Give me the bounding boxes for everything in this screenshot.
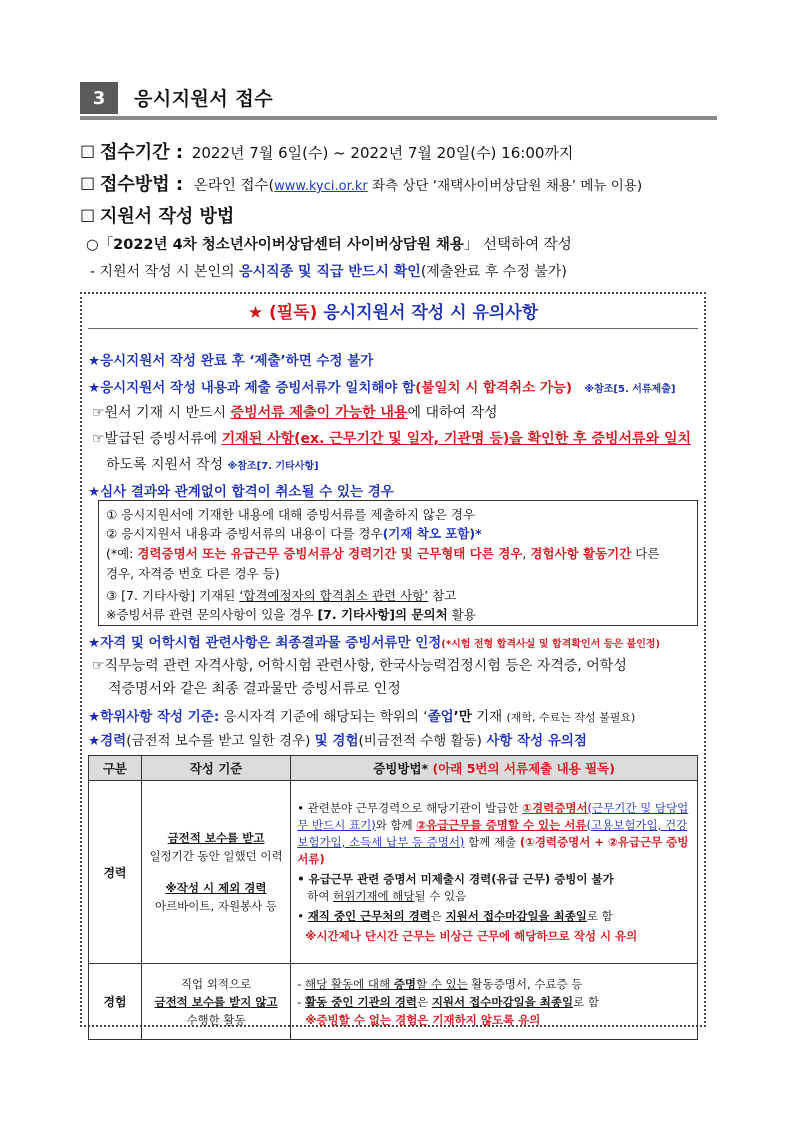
table-header-proof-label: 증빙방법* [373,761,433,776]
case-inquiry-pre: ※증빙서류 관련 문의사항이 있을 경우 [106,607,318,622]
case-3 [106,586,456,604]
notice-line-11-m2: (비금전적 수행 활동) [358,733,487,749]
method-row [80,170,642,196]
row-experience-proof [291,964,698,1040]
kyci-link[interactable]: www.kyci.or.kr [274,179,368,194]
exp-crit-3: 수행한 활동 [186,1012,246,1027]
career-proof-3-m: 은 [430,908,446,923]
case-1: ① 응시지원서에 기재한 내용에 대해 증빙서류를 제출하지 않은 경우 [106,507,476,522]
period-row [80,138,573,164]
notice-line-7-note: (*시험 전형 합격사실 및 합격확인서 등은 불인정) [441,639,661,650]
case-3-post: 참고 [428,588,457,603]
select-post: 」 선택하여 작성 [463,237,572,253]
case-3-u: ‘합격예정자의 합격취소 관련 사항’ [239,588,429,603]
exp-proof-1-pre: - [297,976,306,991]
notice-line-10-post: 기재 [471,709,507,725]
row-experience-criteria [141,964,290,1040]
case-example-red2: 경험사항 활동기간 [530,546,632,561]
notice-line-11-b3: 사항 작성 유의점 [486,733,587,749]
exp-proof-3: ※증빙할 수 없는 경험은 기재하지 않도록 유의 [305,1012,541,1027]
notice-line-11-b2: 및 경험 [314,733,359,749]
select-line [86,233,572,254]
career-proof-2b-post: 될 수 있음 [414,888,467,903]
notice-line-5-pre: 하도록 지원서 작성 [106,457,228,473]
career-proof-1-pre: • 관련분야 근무경력으로 해당기관이 발급한 [297,800,523,815]
case-inquiry [106,605,476,623]
check-bold: 응시직종 및 직급 반드시 확인 [239,264,421,280]
notice-line-2-warn: (불일치 시 합격취소 가능) [415,380,573,396]
case-inquiry-bold: [7. 기타사항]의 문의처 [317,607,448,622]
case-example-post: 다른 [631,546,660,561]
notice-line-5-ref: ※참조[7. 기타사항] [227,461,319,472]
case-2 [106,524,482,542]
exp-crit-2: 금전적 보수를 받지 않고 [154,994,278,1009]
career-proof-2b-u: 허위기재에 해당 [333,888,415,903]
case-example-red1: 경력증명서 또는 유급근무 증빙서류상 경력기간 및 근무형태 다른 경우 [137,546,523,561]
notice-line-11 [88,729,587,749]
case-3-pre: ③ [7. 기타사항] 기재된 [106,588,240,603]
checkbox-square-icon: ☐ [80,175,96,195]
career-proof-1 [297,800,691,868]
notice-line-1: ★응시지원서 작성 완료 후 ‘제출’하면 수정 불가 [88,353,374,369]
case-2-pre: ② 응시지원서 내용과 증빙서류의 내용이 다를 경우 [106,526,383,541]
star-icon: ★ [247,303,264,323]
exp-proof-2-pre: - [297,994,306,1009]
notice-title-required: (필독) [269,303,318,323]
howto-label: 지원서 작성 방법 [100,206,235,227]
notice-line-5 [106,454,319,474]
exp-proof-1-u1: 해당 활동에 대해 [305,976,394,991]
exp-proof-1 [297,975,691,993]
exp-proof-2 [297,993,691,1011]
career-exclude-items: 아르바이트, 자원봉사 등 [154,899,278,913]
case-example [106,544,659,562]
notice-line-10 [88,705,635,725]
case-example-pre: (*예: [106,546,138,561]
career-exclude-title: ※작성 시 제외 경력 [165,881,267,895]
check-post: (제출완료 후 수정 불가) [420,264,567,280]
notice-line-2-main: ★응시지원서 작성 내용과 제출 증빙서류가 일치해야 함 [88,380,416,396]
howto-row [80,202,234,228]
table-row [89,964,698,1040]
exp-proof-1-b: 증명 [393,976,416,991]
case-inquiry-post: 활용 [447,607,476,622]
select-pre: ○「 [86,237,114,253]
notice-line-4 [92,428,691,448]
exp-crit-1: 직업 외적으로 [180,976,252,991]
career-proof-2: • 유급근무 관련 증명서 미제출시 경력(유급 근무) 증빙이 불가 [297,871,614,886]
period-value: 2022년 7월 6일(수) ~ 2022년 7월 20일(수) 16:00까지 [191,144,574,162]
notice-line-8: ☞직무능력 관련 자격사항, 어학시험 관련사항, 한국사능력검정시험 등은 자격증, 어학성 [92,658,627,674]
career-proof-1-note: (근무기간 및 담당업무 반드시 표기) [297,800,689,832]
notice-title-rule [88,328,698,329]
career-experience-table [88,755,698,1040]
check-line [90,261,567,281]
section-number: 3 [80,82,118,114]
notice-line-7-main: ★자격 및 어학시험 관련사항은 최종결과물 증빙서류만 인정 [88,635,442,651]
exp-proof-2-post: 로 함 [573,994,600,1009]
table-header-type: 구분 [89,756,142,781]
section-divider [80,116,717,120]
career-proof-1-summary: (①경력증명서 + ②유급근무 증빙서류) [297,834,689,866]
career-proof-1-paid-note: (고용보험가입, 건강보험가입, 소득세 납부 등 증명서) [297,817,688,849]
case-example-cont: 경우, 자격증 번호 다른 경우 등) [106,566,280,581]
section-title: 응시지원서 접수 [134,88,274,110]
notice-title-text: 응시지원서 작성 시 유의사항 [317,303,539,323]
notice-line-4-pre: ☞발급된 증빙서류에 [92,431,222,447]
notice-line-10-small: (재학, 수료는 작성 불필요) [506,711,636,724]
career-proof-4: ※시간제나 단시간 근무는 비상근 근무에 해당하므로 작성 시 유의 [305,928,638,943]
row-career-proof [291,781,698,964]
notice-line-10-grad: 졸업 [427,709,454,725]
notice-line-11-m1: (금전적 보수를 받고 일한 경우) [126,733,315,749]
checkbox-square-icon: ☐ [80,207,96,227]
table-header-row [89,756,698,781]
exp-proof-1-u2: 할 수 있는 [416,976,468,991]
career-proof-2b [297,888,691,905]
notice-line-2 [88,376,675,396]
career-proof-1-paid: ②유급근무를 증명할 수 있는 서류 [416,817,587,832]
notice-line-10-only: ’만 [453,709,472,725]
row-experience-type: 경험 [89,964,142,1040]
career-proof-3-post: 로 함 [586,908,613,923]
period-label: 접수기간 : [100,142,184,163]
career-proof-3-b2: 지원서 접수마감일을 최종일 [445,908,587,923]
career-proof-3-b1: 재직 중인 근무처의 경력 [307,908,431,923]
career-proof-1-post: 함께 제출 [464,834,520,849]
check-pre: - 지원서 작성 시 본인의 [90,264,240,280]
notice-title [80,298,706,323]
row-career-criteria [141,781,290,964]
notice-line-11-b1: ★경력 [88,733,127,749]
notice-line-3-red: 증빙서류 제출이 가능한 내용 [230,405,408,421]
case-example-mid: , [522,546,531,561]
case-2-blue: (기재 착오 포함)* [382,526,482,541]
checkbox-square-icon: ☐ [80,143,96,163]
notice-line-10-mid: 응시자격 기준에 해당되는 학위의 ‘ [219,709,428,725]
exp-proof-2-b2: 지원서 접수마감일을 최종일 [431,994,574,1009]
career-proof-3 [297,908,691,925]
table-header-proof [291,756,698,781]
notice-line-7 [88,631,660,651]
career-proof-1-cert: ①경력증명서 [522,800,588,815]
method-post: 좌측 상단 ‘재택사이버상담원 채용’ 메뉴 이용) [367,178,643,194]
table-row [89,781,698,964]
row-career-type: 경력 [89,781,142,964]
table-header-proof-note: (아래 5번의 서류제출 내용 필독) [432,761,615,776]
notice-line-10-label: ★학위사항 작성 기준: [88,709,220,725]
notice-line-6: ★심사 결과와 관계없이 합격이 취소될 수 있는 경우 [88,484,394,500]
method-label: 접수방법 : [100,174,184,195]
method-pre: 온라인 접수( [193,178,275,194]
notice-line-3-pre: ☞원서 기재 시 반드시 [92,405,231,421]
notice-line-3 [92,402,498,422]
notice-line-4-red: 기재된 사항(ex. 근무기간 및 일자, 기관명 등)을 확인한 후 증빙서류와 일치 [221,431,692,447]
notice-line-9: 적증명서와 같은 최종 결과물만 증빙서류로 인정 [108,681,401,697]
exp-proof-2-b1: 활동 중인 기관의 경력 [305,994,418,1009]
career-proof-2b-pre: 하여 [307,888,334,903]
notice-line-3-post: 에 대하여 작성 [407,405,498,421]
exp-proof-1-post: 활동증명서, 수료증 등 [467,976,583,991]
career-crit-bold: 금전적 보수를 받고 [167,831,265,845]
table-header-criteria: 작성 기준 [141,756,290,781]
career-crit-normal: 일정기간 동안 일했던 이력 [149,849,283,863]
exp-proof-2-m: 은 [417,994,432,1009]
career-proof-1-mid: 와 함께 [375,817,417,832]
career-proof-3-pre: • [297,908,308,923]
select-bold: 2022년 4차 청소년사이버상담센터 사이버상담원 채용 [113,237,464,253]
notice-line-2-ref: ※참조[5. 서류제출] [584,384,676,395]
